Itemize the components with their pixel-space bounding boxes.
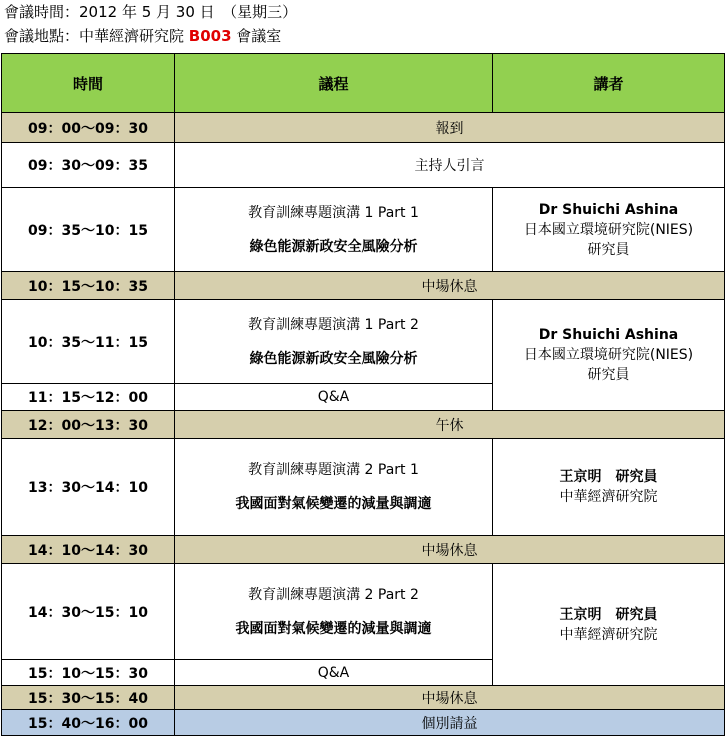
lecture-topic: 教育訓練專題演溝 1 Part 1 [248, 204, 419, 221]
lecture-subtitle: 綠色能源新政安全風險分析 [249, 350, 418, 367]
table-row [2, 686, 725, 710]
col-speaker-header: 講者 [493, 54, 725, 113]
lecture-topic: 教育訓練專題演溝 1 Part 2 [248, 316, 419, 333]
agenda-cell: Q&A [175, 660, 493, 686]
meeting-time: 會議時間：2012 年 5 月 30 日 （星期三） [4, 3, 298, 21]
agenda-table [1, 53, 725, 736]
time-cell: 15：40～16：00 [2, 710, 175, 736]
room-suffix: 會議室 [231, 27, 282, 45]
speaker-name: Dr Shuichi Ashina [538, 201, 679, 218]
time-cell: 15：30～15：40 [2, 686, 175, 710]
speaker-cell [493, 564, 725, 686]
speaker-title: 研究員 [587, 367, 630, 383]
table-header [2, 54, 725, 113]
table-row [2, 439, 725, 536]
agenda-cell [175, 300, 493, 384]
table-row [2, 710, 725, 736]
time-cell: 10：35～11：15 [2, 300, 175, 384]
time-cell: 11：15～12：00 [2, 384, 175, 411]
time-cell: 13：30～14：10 [2, 439, 175, 536]
time-cell: 15：10～15：30 [2, 660, 175, 686]
col-time-header: 時間 [2, 54, 175, 113]
time-cell: 12：00～13：30 [2, 411, 175, 439]
col-agenda-header: 議程 [175, 54, 493, 113]
lecture-subtitle: 我國面對氣候變遷的減量與調適 [235, 496, 432, 512]
time-cell: 14：10～14：30 [2, 536, 175, 564]
agenda-cell: 中場休息 [175, 536, 725, 564]
speaker-org: 日本國立環境研究院(NIES) [523, 221, 694, 238]
time-cell: 09：30～09：35 [2, 143, 175, 188]
speaker-cell [493, 439, 725, 536]
speaker-org: 中華經濟研究院 [559, 626, 658, 643]
table-row [2, 564, 725, 660]
lecture-topic: 教育訓練專題演溝 2 Part 1 [248, 462, 419, 478]
speaker-cell [493, 300, 725, 411]
meeting-location [4, 24, 297, 48]
time-cell: 09：00～09：30 [2, 113, 175, 143]
meeting-info [4, 0, 297, 48]
agenda-cell: 中場休息 [175, 686, 725, 710]
agenda-cell [175, 439, 493, 536]
time-cell: 14：30～15：10 [2, 564, 175, 660]
agenda-cell: Q&A [175, 384, 493, 411]
agenda-cell: 中場休息 [175, 272, 725, 300]
agenda-cell: 個別請益 [175, 710, 725, 736]
agenda-cell: 午休 [175, 411, 725, 439]
speaker-cell [493, 188, 725, 272]
speaker-org: 日本國立環境研究院(NIES) [523, 347, 694, 363]
lecture-topic: 教育訓練專題演溝 2 Part 2 [248, 586, 419, 603]
speaker-name: 王京明 研究員 [559, 469, 658, 485]
table-row [2, 411, 725, 439]
speaker-title: 研究員 [587, 241, 630, 258]
lecture-subtitle: 我國面對氣候變遷的減量與調適 [235, 620, 432, 637]
table-row [2, 113, 725, 143]
agenda-cell [175, 188, 493, 272]
table-row [2, 536, 725, 564]
table-row [2, 188, 725, 272]
table-row [2, 300, 725, 384]
speaker-name: Dr Shuichi Ashina [538, 327, 679, 343]
time-cell: 10：15～10：35 [2, 272, 175, 300]
speaker-org: 中華經濟研究院 [559, 489, 658, 505]
room-number: B003 [188, 27, 232, 45]
table-row [2, 272, 725, 300]
agenda-cell: 主持人引言 [175, 143, 725, 188]
agenda-cell [175, 564, 493, 660]
speaker-name: 王京明 研究員 [559, 606, 658, 623]
table-row [2, 143, 725, 188]
agenda-cell: 報到 [175, 113, 725, 143]
location-text: 會議地點：中華經濟研究院 [4, 27, 189, 45]
lecture-subtitle: 綠色能源新政安全風險分析 [249, 238, 418, 255]
time-cell: 09：35～10：15 [2, 188, 175, 272]
